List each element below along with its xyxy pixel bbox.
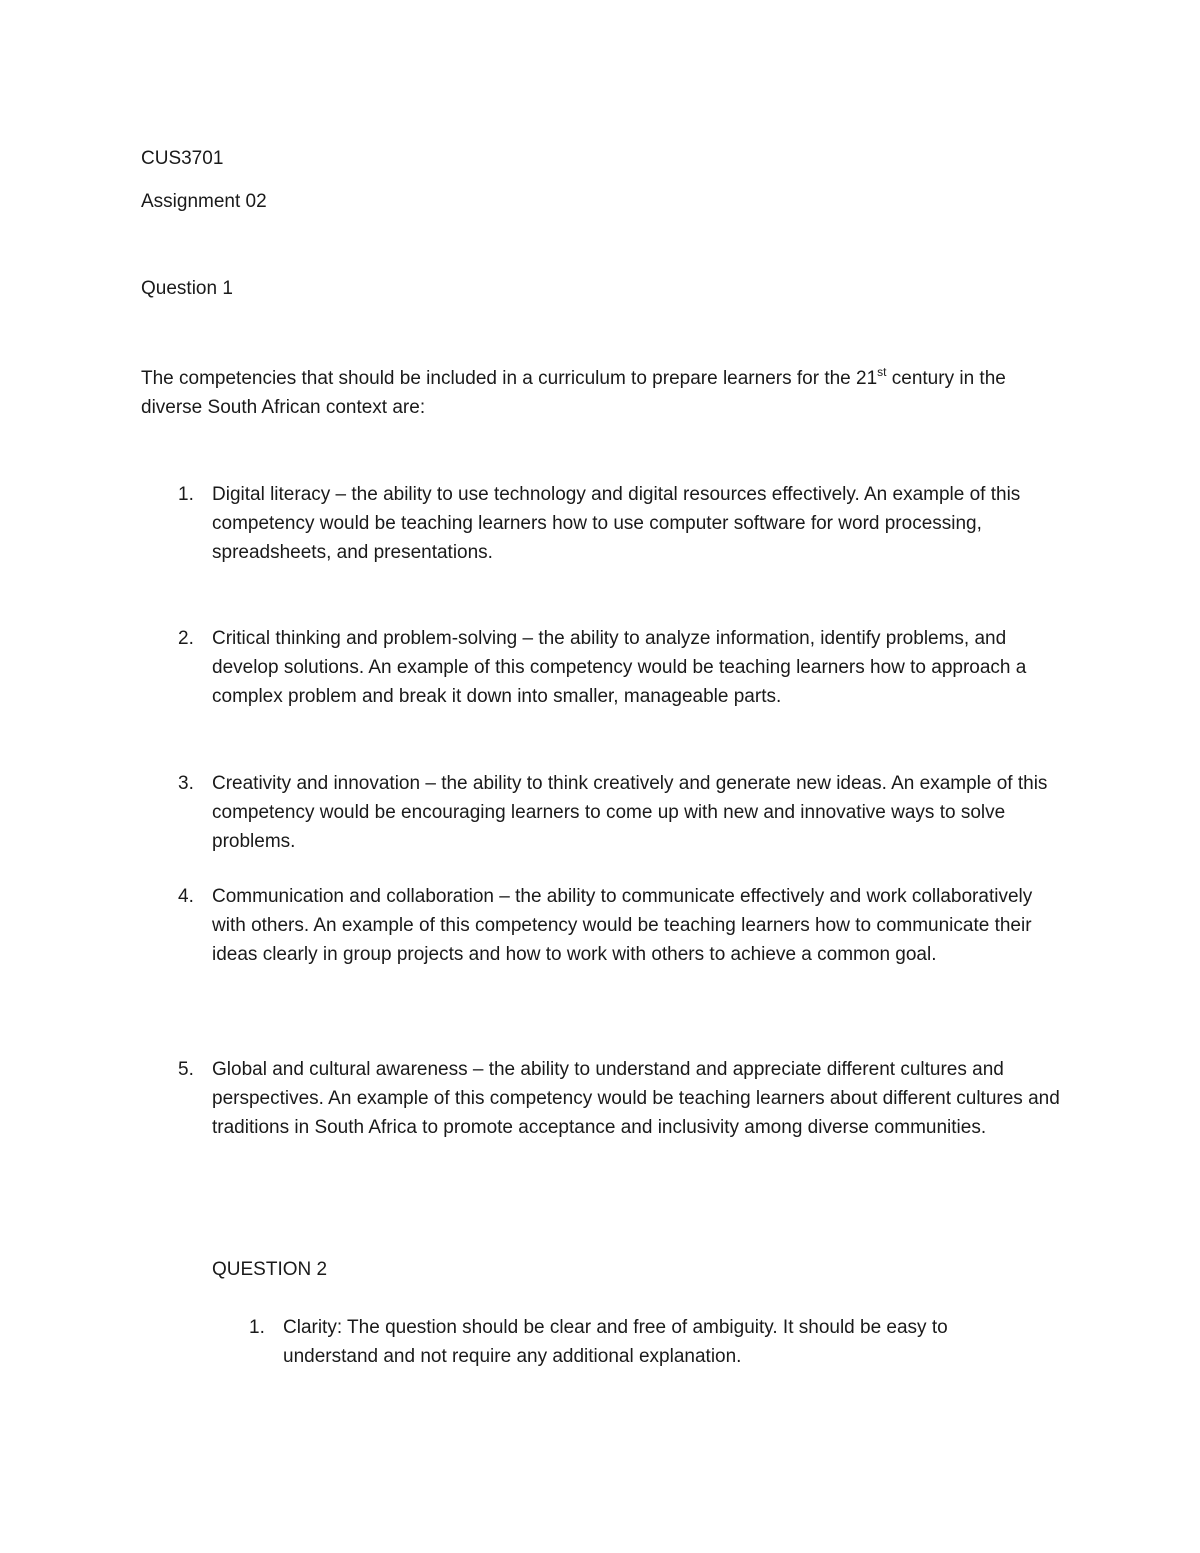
list-item-text: Critical thinking and problem-solving – the ability to analyze information, identify problems, and develop solutions. An example of this competency would be teaching learners how to approach a complex problem and break it down into smaller, manageable parts. xyxy=(212,628,1027,707)
list-item xyxy=(141,769,1061,856)
list-item-text: Global and cultural awareness – the ability to understand and appreciate different cultures and perspectives. An example of this competency would be teaching learners about different cultures and traditions in South Africa to promote acceptance and inclusivity among diverse communities. xyxy=(212,1059,1060,1138)
list-item-text: Digital literacy – the ability to use technology and digital resources effectively. An example of this competency would be teaching learners how to use computer software for word processing, spreadsheets, and presentations. xyxy=(212,484,1021,563)
list-item xyxy=(141,882,1061,969)
list-item-number: 1. xyxy=(178,484,194,505)
list-item-text: Communication and collaboration – the ability to communicate effectively and work collaboratively with others. An example of this competency would be teaching learners how to communicate their ideas clearly in group projects and how to work with others to achieve a common goal. xyxy=(212,886,1033,965)
list-item xyxy=(212,1313,1002,1371)
list-item-number: 4. xyxy=(178,886,194,907)
assignment-title: Assignment 02 xyxy=(141,191,267,212)
list-item-number: 2. xyxy=(178,628,194,649)
question-2-heading: QUESTION 2 xyxy=(212,1259,328,1280)
list-item-number: 3. xyxy=(178,773,194,794)
list-item xyxy=(141,624,1061,711)
list-item-text: Clarity: The question should be clear and free of ambiguity. It should be easy to understand and not require any additional explanation. xyxy=(283,1317,948,1367)
list-item-number: 1. xyxy=(249,1317,265,1338)
intro-superscript: st xyxy=(877,365,887,379)
intro-text-start: The competencies that should be included in a curriculum to prepare learners for the 21 xyxy=(141,368,878,389)
list-item-number: 5. xyxy=(178,1059,194,1080)
list-item xyxy=(141,480,1061,567)
list-item xyxy=(141,1055,1061,1142)
intro-text-end: century in the diverse South African context are: xyxy=(141,368,1006,418)
course-code: CUS3701 xyxy=(141,148,224,169)
question-1-intro xyxy=(141,364,1061,422)
list-item-text: Creativity and innovation – the ability to think creatively and generate new ideas. An example of this competency would be encouraging learners to come up with new and innovative ways to solve problems. xyxy=(212,773,1048,852)
question-1-heading: Question 1 xyxy=(141,278,233,299)
